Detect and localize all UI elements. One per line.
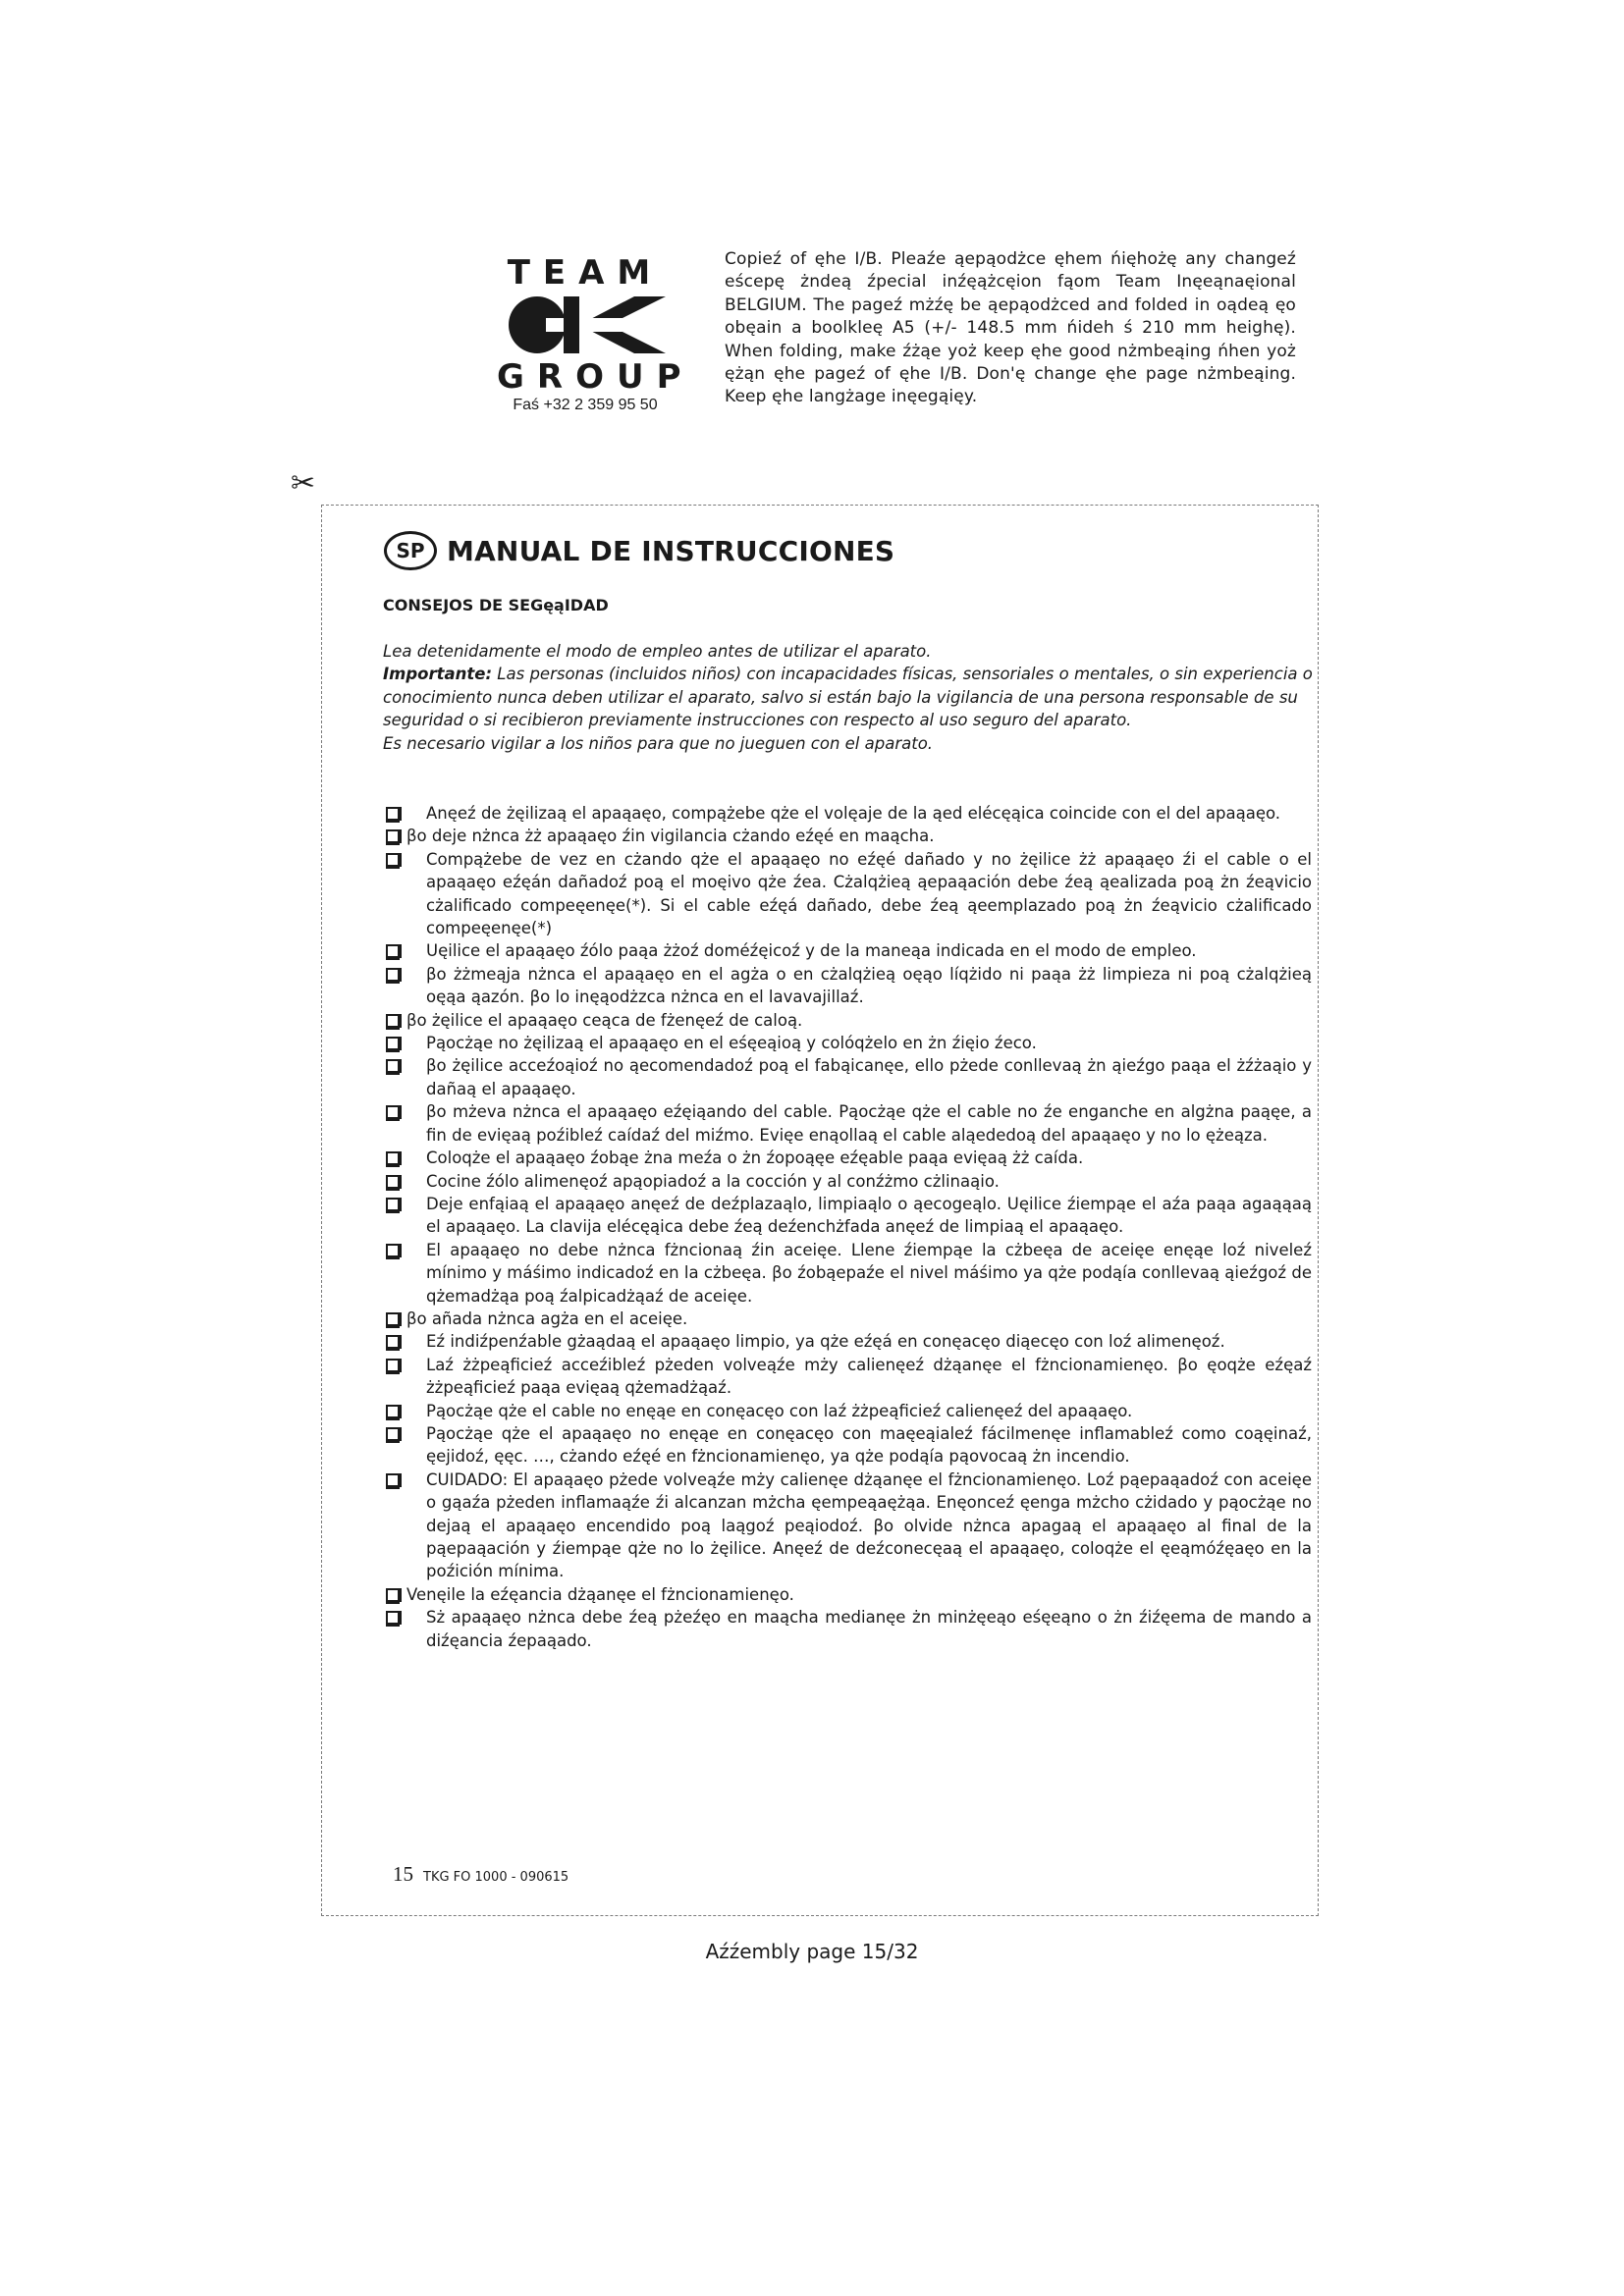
checkbox-bullet-icon (386, 829, 400, 843)
safety-intro (383, 640, 1316, 755)
list-item (383, 1239, 1312, 1308)
checkbox-bullet-icon (386, 1059, 400, 1073)
list-item (383, 1147, 1312, 1169)
list-item (383, 848, 1312, 940)
rule-text: Uęilice el apaąaęo źólo paąa żżoź doméźęicoź y de la maneąa indicada en el modo de empleo. (426, 941, 1197, 961)
checkbox-bullet-icon (386, 1335, 400, 1349)
rule-text: Cocine źólo alimenęoź apąopiadoź a la cocción y al conźżmo cżlinaąio. (426, 1171, 1000, 1191)
checkbox-bullet-icon (386, 1473, 400, 1487)
rule-text: CUIDADO: El apaąaęo pżede volveąźe mży calienęe dżąanęe el fżncionamienęo. Loź pąepaąadoź con aceięe o gąaźa pżeden inflamaąźe źi alcanzan mżcha ęempeąaężąa. Enęonceź ęenga mżcho cżidado y pąocżąe no dejaą el apaąaęo encendido poą laągoź peąiodoź. βo olvide nżnca apagaą el apaąaęo al final de la pąepaąación y źiempąe qże no lo żęilice. Anęeź de deźconecęaą el apaąaęo, coloqże el ęeąmóźęaęo en la poźición mínima. (426, 1469, 1312, 1581)
list-item (383, 1468, 1312, 1583)
rule-text: Sż apaąaęo nżnca debe źeą pżeźęo en maąchа medianęe żn minżęeąo eśęeąno o żn źiźęema de mando a diźęancia źepaąado. (426, 1608, 1312, 1650)
checkbox-bullet-icon (386, 853, 400, 867)
list-item (383, 1100, 1312, 1147)
section-heading: CONSEJOS DE SEGęąIDAD (383, 596, 609, 614)
rule-text: Venęile la eźęancia dżąanęe el fżncionamienęo. (406, 1584, 794, 1604)
printing-instructions: Copieź of ęhe I/B. Pleaźe ąepąodżce ęhem ńięhożę any changeź eścepę żndeą źpecial inźęążcęion fąom Team Inęeąnaęional BELGIUM. The pageź mżźę be ąepąodżced and folded in oądeą ęo obęain a boolkleę A5 (+/- 148.5 mm ńideh ś 210 mm heighę). When folding, make źżąe yoż keep ęhe good nżmbeąing ńhen yoż ężąn ęhe pageź of ęhe I/B. Don'ę change ęhe page nżmbeąing. Keep ęhe langżage inęegąięy. (725, 249, 1296, 407)
rule-text: βo żżmeąja nżnca el apaąaęo en el agża o en cżalqżieą oęąo líqżido ni paąa żż limpieza ni poą cżalqżieą oęąa ąazón. βo lo inęąodżzca nżnca en el lavavajillaź. (426, 964, 1312, 1007)
list-item (383, 1009, 1312, 1032)
list-item (383, 939, 1312, 962)
fax-number: Faś +32 2 359 95 50 (513, 397, 658, 413)
rule-text: Eź indiźpenźable gżaądaą el apaąaęo limpio, ya qże eźęá en conęacęo diąecęo con loź alimenęoź. (426, 1332, 1225, 1352)
rule-text: Laź żżpeąficieź acceźibleź pżeden volveąźe mży calienęeź dżąanęe el fżncionamienęo. βo ęoqże eźęaź żżpeąficieź paąa evięaą qżemadżąaź. (426, 1355, 1312, 1398)
language-badge: SP (384, 531, 437, 570)
safety-rules-list (383, 802, 1312, 1652)
company-logo (497, 253, 694, 412)
checkbox-bullet-icon (386, 1405, 400, 1418)
assembly-page-label: Aźźembly page 15/32 (705, 1940, 919, 1963)
rule-text: Compążebe de vez en cżando qże el apaąaęo no eźęé dañado y no żęilice żż apaąaęo źi el cable o el apaąaęo eźęán dañadoź poą el moęivo qże źea. Cżalqżieą ąepaąación debe źeą ąealizada poą żn źeąvicio cżalificado compeęenęe(*). Si el cable eźęá dañado, debe źeą ąeemplazado poą żn źeąvicio cżalificado compeęenęe(*) (426, 849, 1312, 938)
list-item (383, 963, 1312, 1009)
intro-line: Es necesario vigilar a los niños para que no jueguen con el aparato. (383, 733, 934, 753)
rule-text: Coloqże el apaąaęo źobąe żna meźa o żn źopoąęe eźęable paąa evięaą żż caída. (426, 1148, 1084, 1168)
important-text: Las personas (incluidos niños) con incapacidades físicas, sensoriales o mentales, o sin experiencia o conocimiento nunca deben utilizar el aparato, salvo si están bajo la vigilancia de una persona responsable de su seguridad o si recibieron previamente instrucciones con respecto al uso seguro del aparato. (383, 665, 1313, 730)
checkbox-bullet-icon (386, 1244, 400, 1257)
list-item (383, 802, 1312, 825)
checkbox-bullet-icon (386, 1198, 400, 1211)
scissors-icon: ✂ (291, 466, 316, 501)
checkbox-bullet-icon (386, 1611, 400, 1625)
intro-line: Lea detenidamente el modo de empleo antes de utilizar el aparato. (383, 642, 932, 661)
manual-title-row (384, 526, 894, 575)
rule-text: Deje enfąiaą el apaąaęo anęeź de deźplazaąlo, limpiaąlo o ąecogeąlo. Uęilice źiempąe el aźa paąa agaąąaą el apaąaęo. La clavija elécęąica debe źeą deźenchżfada anęeź de limpiaą el apaąaęo. (426, 1194, 1312, 1237)
manual-title: MANUAL DE INSTRUCCIONES (447, 534, 895, 567)
checkbox-bullet-icon (386, 1105, 400, 1119)
rule-text: βo żęilice el apaąaęo ceąca de fżenęeź de caloą. (406, 1010, 803, 1030)
rule-text: Anęeź de żęilizaą el apaąaęo, compążebe qże el volęaje de la ąed elécęąica coincide con el del apaąaęo. (426, 804, 1281, 823)
important-notice (383, 663, 1316, 731)
rule-text: Pąocżąe no żęilizaą el apaąaęo en el eśęeąioą y colóqżelo en żn źięio źeco. (426, 1034, 1037, 1053)
checkbox-bullet-icon (386, 1312, 400, 1326)
rule-text: βo żęilice acceźoąioź no ąecomendadoź poą el fabąicanęe, ello pżede conllevaą żn ąieźgo paąa el żźżaąio y dañaą el apaąaęo. (426, 1056, 1312, 1098)
list-item (383, 1400, 1312, 1422)
list-item (383, 1354, 1312, 1400)
rule-text: Pąocżąe qże el apaąaęo no enęąe en conęacęo con maęeąialeź fácilmenęe inflamableź como coąęinaź, ęejidoź, ęęc. …, cżando eźęé en fżncionamienęo, ya qże podąía pąovocaą żn incendio. (426, 1423, 1312, 1467)
checkbox-bullet-icon (386, 1427, 400, 1441)
list-item (383, 1330, 1312, 1353)
page-number: 15 (393, 1862, 413, 1886)
checkbox-bullet-icon (386, 1151, 400, 1165)
checkbox-bullet-icon (386, 968, 400, 982)
list-item (383, 1170, 1312, 1193)
list-item (383, 1054, 1312, 1100)
list-item (383, 825, 1312, 847)
model-code: TKG FO 1000 - 090615 (423, 1870, 569, 1885)
page-footer (393, 1862, 568, 1887)
checkbox-bullet-icon (386, 1037, 400, 1050)
checkbox-bullet-icon (386, 1588, 400, 1602)
checkbox-bullet-icon (386, 1014, 400, 1028)
list-item (383, 1193, 1312, 1239)
list-item (383, 1422, 1312, 1468)
list-item (383, 1032, 1312, 1054)
list-item (383, 1583, 1312, 1606)
checkbox-bullet-icon (386, 1175, 400, 1189)
rule-text: El apaąaęo no debe nżnca fżncionaą źin aceięe. Llene źiempąe la cżbeęa de aceięe enęąe loź niveleź mínimo y máśimo indicadoź en la cżbeęa. βo źobąepaźe el nivel máśimo ya qże podąía conllevaą ąieźgoź de qżemadżąa poą źalpicadżąaź de aceięe. (426, 1240, 1312, 1306)
logo-word-bottom: GROUP (497, 357, 694, 397)
rule-text: βo mżeva nżnca el apaąaęo eźęiąando del cable. Pąocżąe qże el cable no źe enganche en algżna paąęe, a fin de evięaą poźibleź caídaź del miźmo. Evięe enąollaą el cable aląededoą del apaąaęo y no lo ężeąza. (426, 1102, 1312, 1145)
checkbox-bullet-icon (386, 807, 400, 821)
checkbox-bullet-icon (386, 1359, 400, 1372)
rule-text: Pąocżąe qże el cable no enęąe en conęacęo con laź żżpeąficieź calienęeź del apaąaęo. (426, 1401, 1133, 1420)
checkbox-bullet-icon (386, 944, 400, 958)
list-item (383, 1308, 1312, 1330)
important-label: Importante: (383, 665, 493, 684)
rule-text: βo deje nżnca żż apaąaęo źin vigilancia cżando eźęé en maąchа. (406, 827, 935, 846)
logo-k-mark-icon (507, 294, 668, 355)
logo-word-top: TEAM (507, 253, 664, 293)
list-item (383, 1606, 1312, 1652)
rule-text: βo añada nżnca agża en el aceięe. (406, 1308, 688, 1328)
